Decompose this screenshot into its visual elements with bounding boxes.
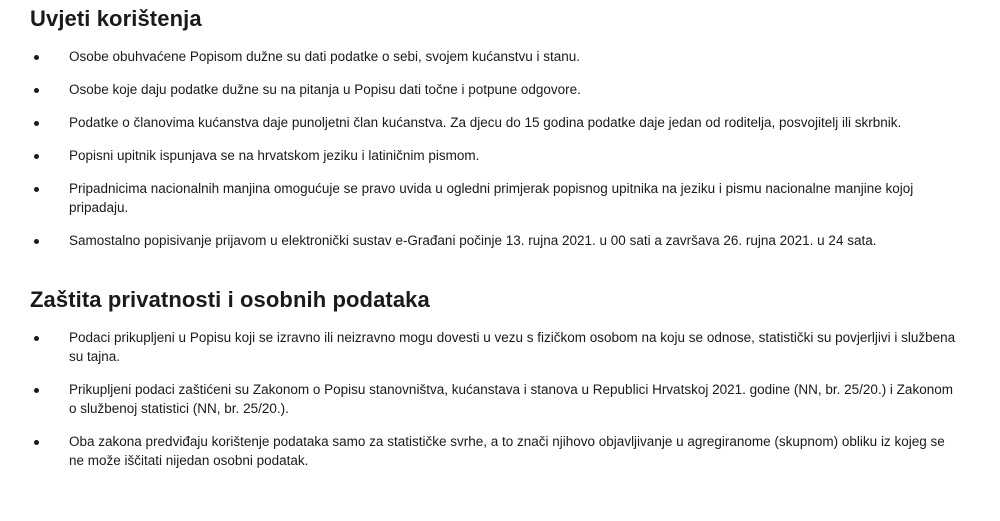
list-item-text: Podaci prikupljeni u Popisu koji se izravno ili neizravno mogu dovesti u vezu s fizičkom osobom na koju se odnose, statistički su povjerljivi i službena su tajna. <box>69 330 956 364</box>
list-item <box>30 47 970 66</box>
list-item <box>30 432 970 470</box>
bullet-icon <box>34 55 39 60</box>
list-item <box>30 80 970 99</box>
list-item-text: Pripadnicima nacionalnih manjina omogućuje se pravo uvida u ogledni primjerak popisnog upitnika na jeziku i pismu nacionalne manjine kojoj pripadaju. <box>69 181 914 215</box>
terms-list <box>30 47 970 250</box>
bullet-icon <box>34 239 39 244</box>
list-item-text: Osobe obuhvaćene Popisom dužne su dati podatke o sebi, svojem kućanstvu i stanu. <box>69 49 581 64</box>
privacy-list <box>30 328 970 470</box>
list-item <box>30 179 970 217</box>
list-item <box>30 380 970 418</box>
bullet-icon <box>34 187 39 192</box>
bullet-icon <box>34 440 39 445</box>
list-item-text: Oba zakona predviđaju korištenje podataka samo za statističke svrhe, a to znači njihovo objavljivanje u agregiranome (skupnom) obliku iz kojeg se ne može iščitati nijedan osobni podatak. <box>69 434 945 468</box>
bullet-icon <box>34 88 39 93</box>
bullet-icon <box>34 154 39 159</box>
list-item <box>30 113 970 132</box>
terms-section-title: Uvjeti korištenja <box>30 6 202 31</box>
bullet-icon <box>34 388 39 393</box>
list-item-text: Samostalno popisivanje prijavom u elektronički sustav e-Građani počinje 13. rujna 2021. u 00 sati a završava 26. rujna 2021. u 24 sata. <box>69 233 877 248</box>
list-item <box>30 146 970 165</box>
list-item-text: Podatke o članovima kućanstva daje punoljetni član kućanstva. Za djecu do 15 godina podatke daje jedan od roditelja, posvojitelj ili skrbnik. <box>69 115 902 130</box>
list-item-text: Osobe koje daju podatke dužne su na pitanja u Popisu dati točne i potpune odgovore. <box>69 82 581 97</box>
list-item <box>30 328 970 366</box>
list-item-text: Popisni upitnik ispunjava se na hrvatskom jeziku i latiničnim pismom. <box>69 148 480 163</box>
list-item-text: Prikupljeni podaci zaštićeni su Zakonom o Popisu stanovništva, kućanstava i stanova u Republici Hrvatskoj 2021. godine (NN, br. 25/20.) i Zakonom o službenoj statistici (NN, br. 25/20.). <box>69 382 953 416</box>
list-item <box>30 231 970 250</box>
bullet-icon <box>34 336 39 341</box>
privacy-section-title: Zaštita privatnosti i osobnih podataka <box>30 287 430 312</box>
bullet-icon <box>34 121 39 126</box>
